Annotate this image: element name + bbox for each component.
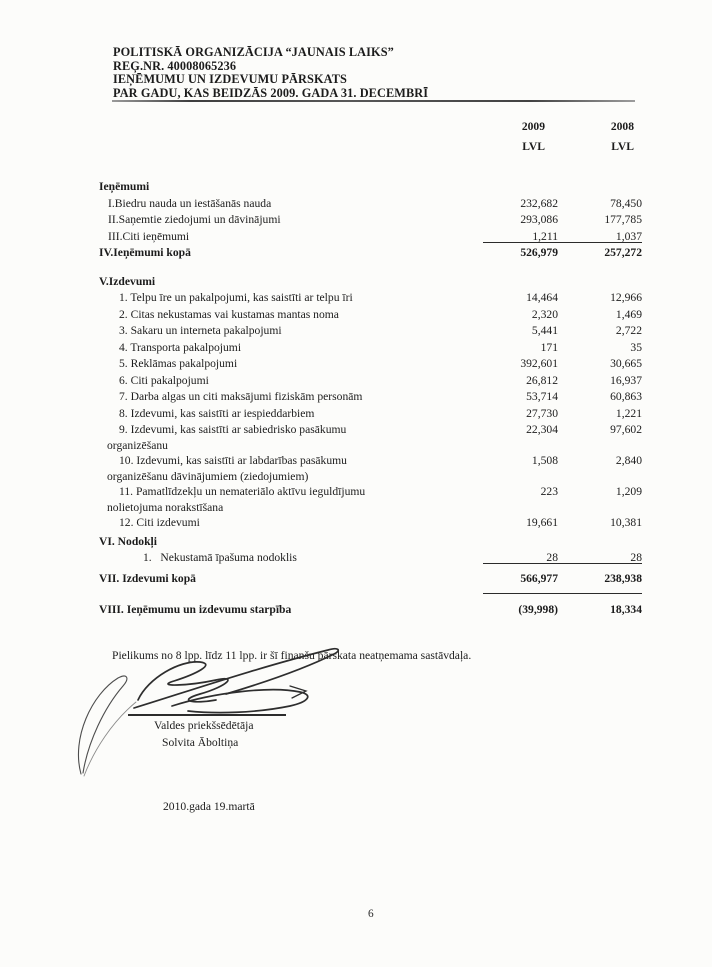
value-2009: 22,304 xyxy=(526,423,558,436)
column-header-2009: 2009 xyxy=(521,120,545,133)
table-row xyxy=(99,422,642,453)
row-label: 8. Izdevumi, kas saistīti ar iespieddarbiem xyxy=(119,406,315,420)
value-2008: 1,469 xyxy=(615,307,642,321)
row-label: VII. Izdevumi kopā xyxy=(99,571,196,585)
income-expense-table xyxy=(99,119,642,619)
org-name: POLITISKĀ ORGANIZĀCIJA “JAUNAIS LAIKS” xyxy=(113,45,394,59)
row-label: 6. Citi pakalpojumi xyxy=(119,373,209,387)
table-row xyxy=(99,453,642,484)
value-2009: 19,661 xyxy=(526,516,558,529)
value-2008: 16,937 xyxy=(610,373,642,387)
value-2008: 60,863 xyxy=(610,390,642,403)
value-2009: 1,508 xyxy=(531,454,558,467)
value-2009: 27,730 xyxy=(526,406,558,420)
currency-label-2009: LVL xyxy=(522,140,545,153)
totals-divider-row xyxy=(99,593,642,600)
table-row xyxy=(99,356,642,373)
value-2009: 14,464 xyxy=(526,291,558,304)
row-label: IV.Ieņēmumi kopā xyxy=(99,246,191,259)
table-row xyxy=(99,484,642,515)
row-label: 3. Sakaru un interneta pakalpojumi xyxy=(119,324,282,337)
value-2009: 171 xyxy=(540,340,558,354)
value-2009: 232,682 xyxy=(520,196,558,210)
row-label-continued: organizēšanu xyxy=(107,438,168,452)
value-2009: 53,714 xyxy=(526,390,558,403)
row-label: 4. Transporta pakalpojumi xyxy=(119,340,242,354)
value-2008: 257,272 xyxy=(604,246,642,259)
header-divider xyxy=(112,100,635,102)
table-row xyxy=(99,550,642,567)
signer-name: Solvita Āboltiņa xyxy=(162,736,239,749)
report-date: 2010.gada 19.martā xyxy=(163,800,255,813)
row-label: III.Citi ieņēmumi xyxy=(108,229,190,243)
row-label: 11. Pamatlīdzekļu un nemateriālo aktīvu ieguldījumu xyxy=(119,485,366,498)
row-label: I.Biedru nauda un iestāšanās nauda xyxy=(108,196,272,210)
table-row xyxy=(99,212,642,229)
table-row-section-expenses xyxy=(99,274,642,291)
row-label: II.Saņemtie ziedojumi un dāvinājumi xyxy=(108,213,281,226)
signer-role: Valdes priekšsēdētāja xyxy=(154,719,254,732)
table-row xyxy=(99,323,642,340)
signature-scribble xyxy=(76,634,411,782)
row-label: V.Izdevumi xyxy=(99,274,156,288)
value-2009: 26,812 xyxy=(526,373,558,387)
value-2008: 35 xyxy=(630,340,642,354)
value-2008: 28 xyxy=(630,551,642,564)
row-label: 7. Darba algas un citi maksājumi fiziskām personām xyxy=(119,390,363,403)
row-label-continued: organizēšanu dāvinājumiem (ziedojumiem) xyxy=(107,469,309,483)
currency-label-2008: LVL xyxy=(611,140,634,153)
value-2009: 1,211 xyxy=(532,229,558,243)
row-label: 1. Nekustamā īpašuma nodoklis xyxy=(143,551,297,564)
value-2008: 1,221 xyxy=(615,406,642,420)
row-label: 1. Telpu īre un pakalpojumi, kas saistīti ar telpu īri xyxy=(119,291,353,304)
value-2009: 293,086 xyxy=(520,213,558,226)
table-row xyxy=(99,389,642,406)
document-header xyxy=(113,46,428,100)
totals-divider xyxy=(483,593,642,594)
row-label: 5. Reklāmas pakalpojumi xyxy=(119,357,238,370)
appendix-note: Pielikums no 8 lpp. līdz 11 lpp. ir šī finanšu pārskata neatņemama sastāvdaļa. xyxy=(112,649,472,662)
row-label: 9. Izdevumi, kas saistīti ar sabiedrisko pasākumu xyxy=(119,423,347,436)
value-2008: 10,381 xyxy=(610,516,642,529)
value-2008: 97,602 xyxy=(610,423,642,436)
value-2009: 2,320 xyxy=(531,307,558,321)
value-2008: 1,209 xyxy=(615,485,642,498)
report-period: PAR GADU, KAS BEIDZĀS 2009. GADA 31. DECEMBRĪ xyxy=(113,85,429,100)
value-2008: 30,665 xyxy=(610,357,642,370)
page-number: 6 xyxy=(368,908,374,920)
value-2008: 1,037 xyxy=(615,229,642,243)
value-2008: 18,334 xyxy=(610,603,642,616)
value-2009: 526,979 xyxy=(520,246,558,259)
registration-number: REĢ.NR. 40008065236 xyxy=(113,58,237,73)
row-label-continued: nolietojuma norakstīšana xyxy=(107,500,224,514)
table-row-section-income xyxy=(99,179,642,196)
table-row xyxy=(99,196,642,213)
row-label: Ieņēmumi xyxy=(99,180,150,193)
table-row-income-total xyxy=(99,245,642,262)
table-row xyxy=(99,290,642,307)
value-2009: 566,977 xyxy=(520,571,558,585)
table-row-expense-total xyxy=(99,571,642,588)
row-label: 12. Citi izdevumi xyxy=(119,516,200,529)
column-header-row xyxy=(99,119,642,139)
value-2008: 78,450 xyxy=(610,196,642,210)
value-2008: 12,966 xyxy=(610,291,642,304)
report-title: IEŅĒMUMU UN IZDEVUMU PĀRSKATS xyxy=(113,72,347,86)
table-row-net-result xyxy=(99,602,642,619)
value-2008: 177,785 xyxy=(604,213,642,226)
value-2009: 223 xyxy=(540,485,558,498)
value-2008: 2,722 xyxy=(615,324,642,337)
row-label: VI. Nodokļi xyxy=(99,534,157,548)
table-row xyxy=(99,373,642,390)
column-header-2008: 2008 xyxy=(610,120,634,133)
value-2008: 2,840 xyxy=(615,454,642,467)
value-2009: 28 xyxy=(546,551,558,564)
table-row xyxy=(99,406,642,423)
table-row xyxy=(99,229,642,246)
table-row xyxy=(99,515,642,532)
table-row-section-taxes xyxy=(99,534,642,551)
value-2009: 392,601 xyxy=(520,357,558,370)
value-2008: 238,938 xyxy=(604,571,642,585)
row-label: VIII. Ieņēmumu un izdevumu starpība xyxy=(99,603,292,616)
row-label: 10. Izdevumi, kas saistīti ar labdarības pasākumu xyxy=(119,454,347,467)
table-row xyxy=(99,307,642,324)
table-row xyxy=(99,340,642,357)
currency-header-row xyxy=(99,139,642,159)
row-label: 2. Citas nekustamas vai kustamas mantas noma xyxy=(119,307,339,321)
value-2009: (39,998) xyxy=(518,603,558,616)
value-2009: 5,441 xyxy=(531,324,558,337)
signature-line xyxy=(128,714,286,716)
